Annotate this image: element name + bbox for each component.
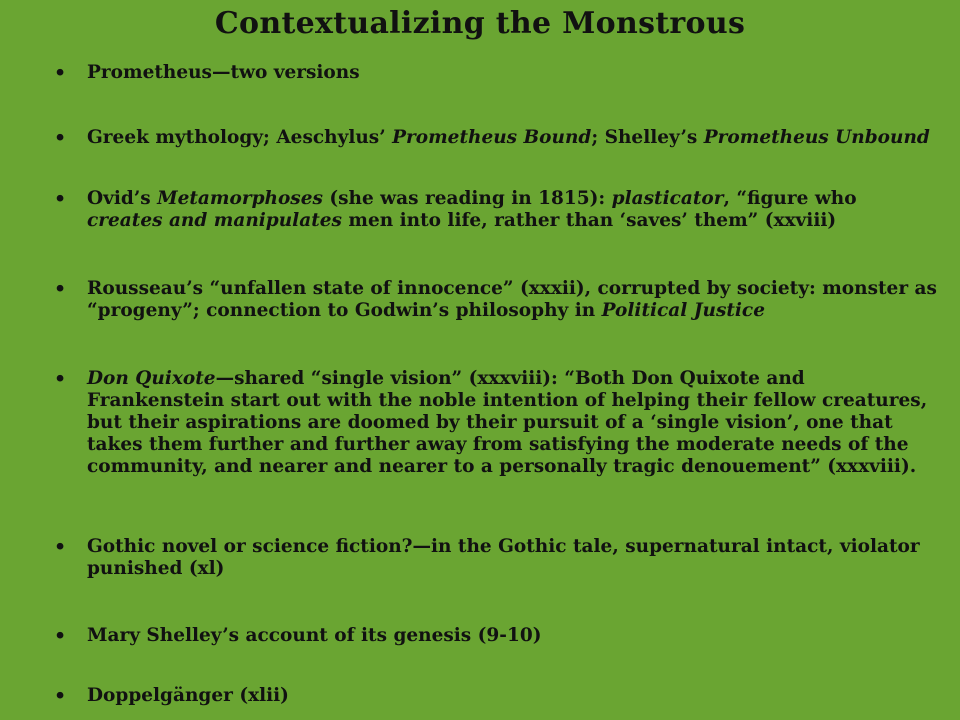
bullet-italic-text: Don Quixote [87,368,216,389]
bullet-text: (she was reading in 1815): [322,188,612,209]
slide-title: Contextualizing the Monstrous [214,6,746,41]
bullet-item [54,278,937,322]
bullet-text: Mary Shelley’s account of its genesis (9-10) [87,625,542,646]
bullet-text: , “figure who [723,188,857,209]
bullet-item [54,62,937,84]
bullet-item [54,188,937,232]
bullet-italic-text: Prometheus Bound [392,127,592,148]
bullet-italic-text: plasticator [611,188,724,209]
bullet-item [54,368,937,478]
bullet-text: Gothic novel or science fiction?—in the Gothic tale, supernatural intact, violator punished (xl) [87,536,920,579]
bullet-italic-text: Metamorphoses [157,188,323,209]
bullet-item [54,127,937,149]
bullet-item [54,536,937,580]
bullet-text: ; Shelley’s [591,127,704,148]
bullet-text: Rousseau’s “unfallen state of innocence” (xxxii), corrupted by society: monster as “progeny”; connection to Godwin’s philosophy in [87,278,937,321]
bullet-italic-text: Prometheus Unbound [703,127,930,148]
bullet-text: men into life, rather than ‘saves’ them” (xxviii) [341,210,837,231]
bullet-text: Greek mythology; Aeschylus’ [87,127,393,148]
bullet-item [54,685,937,707]
bullet-italic-text: Political Justice [601,300,765,321]
bullet-text: Prometheus—two versions [87,62,360,83]
bullet-item [54,625,937,647]
bullet-text: Doppelgänger (xlii) [87,685,289,706]
bullet-text: Ovid’s [87,188,158,209]
bullet-text: —shared “single vision” (xxxviii): “Both Don Quixote and Frankenstein start out with the noble intention of helping their fellow creatures, but their aspirations are doomed by their pursuit of a ‘single vision’, one that takes them further and further away from satisfying the moderate needs of the community, and nearer and nearer to a personally tragic denouement” (xxxviii). [87,368,928,477]
bullet-italic-text: creates and manipulates [87,210,342,231]
